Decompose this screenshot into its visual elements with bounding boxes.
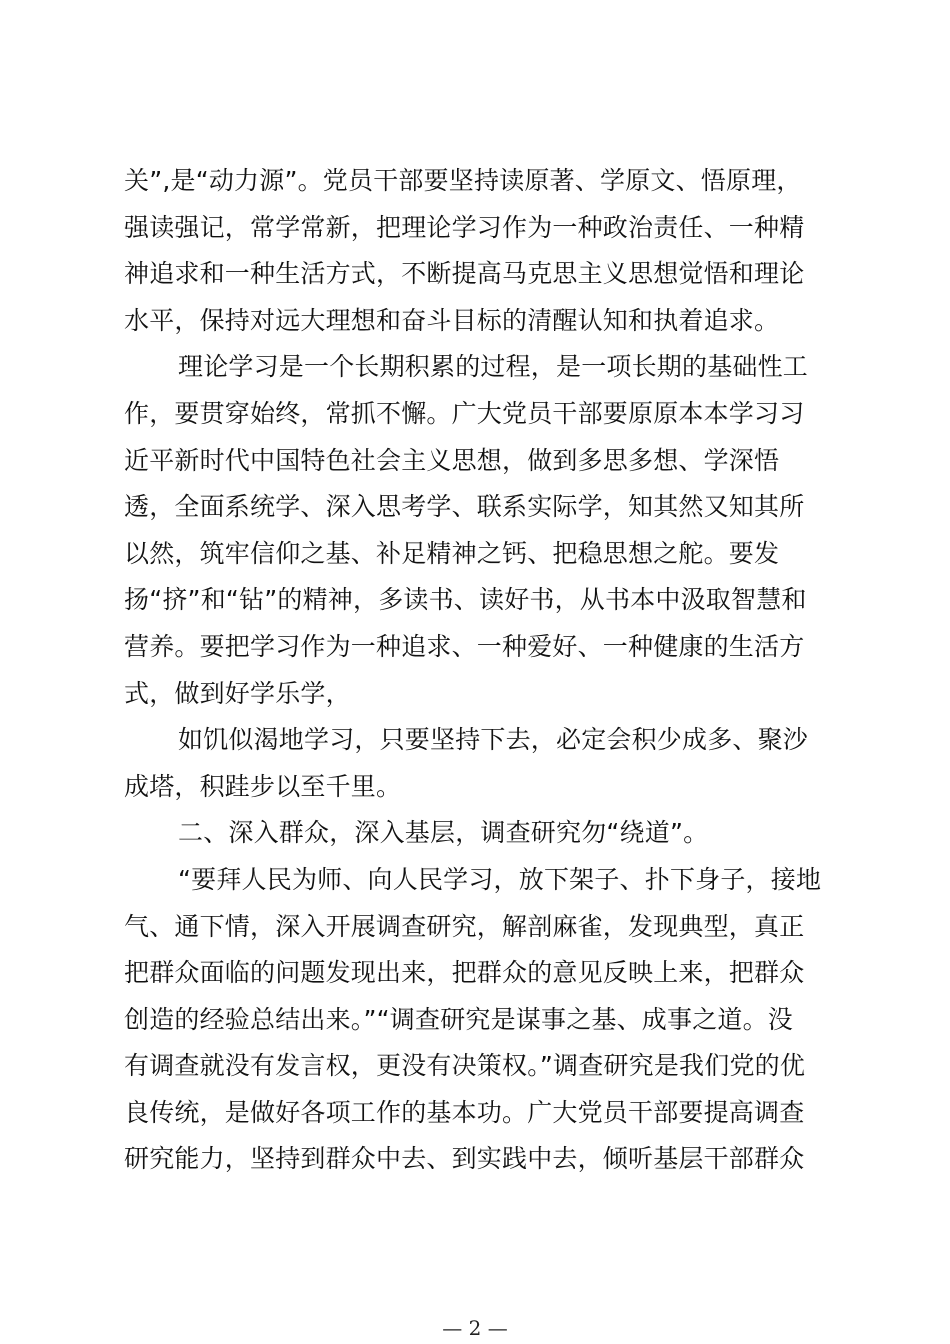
text-line: 把群众面临的问题发现出来，把群众的意见反映上来，把群众 (124, 958, 805, 988)
text-line: 以然，筑牢信仰之基、补足精神之钙、把稳思想之舵。要发 (124, 538, 780, 568)
paragraph-start-line: 理论学习是一个长期积累的过程，是一项长期的基础性工 (178, 352, 809, 382)
text-line: 营养。要把学习作为一种追求、一种爱好、一种健康的生活方 (124, 631, 805, 661)
text-line: 近平新时代中国特色社会主义思想，做到多思多想、学深悟 (124, 445, 780, 475)
text-line: 强读强记，常学常新，把理论学习作为一种政治责任、一种精 (124, 212, 805, 242)
text-line: 扬“挤”和“钻”的精神，多读书、读好书，从书本中汲取智慧和 (124, 585, 807, 615)
text-line: 创造的经验总结出来。”“调查研究是谋事之基、成事之道。没 (124, 1004, 794, 1034)
text-line: 气、通下情，深入开展调查研究，解剖麻雀，发现典型，真正 (124, 911, 805, 941)
text-line: 有调查就没有发言权，更没有决策权。”调查研究是我们党的优 (124, 1051, 806, 1081)
page-number: — 2 — (442, 1316, 508, 1340)
text-line: 水平，保持对远大理想和奋斗目标的清醒认知和执着追求。 (124, 305, 780, 335)
body-text (124, 158, 836, 1183)
text-line: 作，要贯穿始终，常抓不懈。广大党员干部要原原本本学习习 (124, 398, 805, 428)
text-line: 研究能力，坚持到群众中去、到实践中去，倾听基层干部群众 (124, 1144, 805, 1174)
text-line: 式，做到好学乐学， (124, 678, 351, 708)
text-line: 关”,是“动力源”。党员干部要坚持读原著、学原文、悟原理， (124, 166, 802, 195)
text-line: 成塔，积跬步以至千里。 (124, 771, 402, 801)
text-line: 神追求和一种生活方式，不断提高马克思主义思想觉悟和理论 (124, 259, 805, 289)
paragraph-start-line: “要拜人民为师、向人民学习，放下架子、扑下身子，接地 (178, 864, 822, 894)
paragraph-start-line: 如饥似渴地学习，只要坚持下去，必定会积少成多、聚沙 (178, 725, 809, 755)
text-line: 良传统，是做好各项工作的基本功。广大党员干部要提高调查 (124, 1097, 805, 1127)
section-heading: 二、深入群众，深入基层，调查研究勿“绕道”。 (178, 818, 709, 848)
text-line: 透，全面系统学、深入思考学、联系实际学，知其然又知其所 (124, 492, 805, 522)
